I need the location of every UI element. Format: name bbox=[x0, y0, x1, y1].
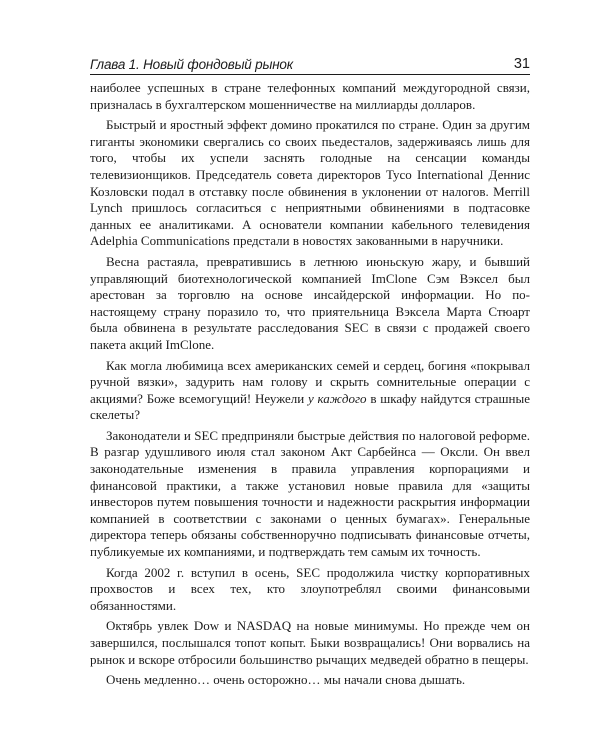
paragraph-5: Законодатели и SEC предприняли быстрые действия по налоговой реформе. В разгар удушливого июля стал законом Акт Сарбейнса — Оксли. Он ввел законодательные изменения в правила управления корпорациями и финансовой практики, а также установил новые правила для «защиты инвесторов путем повышения точности и надежности раскрытия информации компанией в соответствии с законами о ценных бумагах». Генеральные директора теперь обязаны собственноручно подписывать финансовые отчеты, публикуемые их компаниями, и подтверждать тем самым их точность. bbox=[90, 427, 530, 560]
paragraph-2: Быстрый и яростный эффект домино прокатился по стране. Один за другим гиганты экономики свергались со своих пьедесталов, задерживаясь лишь для того, чтобы их успели заснять голодные на сенсации команды телевизионщиков. Председатель совета директоров Tyco International Деннис Козловски подал в отставку после обвинения в уклонении от налогов. Merrill Lynch пришлось согласиться с неприятными обвинениями в подтасовке данных ее аналитиками. А основатели компании кабельного телевидения Adelphia Communications предстали в новостях закованными в наручники. bbox=[90, 117, 530, 249]
paragraph-1: наиболее успешных в стране телефонных компаний междугородной связи, призналась в бухгалтерском мошенничестве на миллиарды долларов. bbox=[90, 80, 530, 112]
paragraph-3: Весна растаяла, превратившись в летнюю июньскую жару, и бывший управляющий биотехнологической компанией ImClone Сэм Вэксел был арестован за торговлю на основе инсайдерской информации. Но по-настоящему страну поразило то, что приятельница Вэксела Марта Стюарт была обвинена в результате расследования SEC в связи с продажей своего пакета акций ImClone. bbox=[90, 253, 530, 352]
header-divider bbox=[90, 74, 530, 75]
paragraph-4-start: Как могла любимица всех американских семей и сердец, богиня «покрывал ручной вязки», задурить нам голову и скрыть сомнительные операции с акциями? Боже всемогущий! Неужели bbox=[90, 357, 530, 406]
paragraph-7: Октябрь увлек Dow и NASDAQ на новые минимумы. Но прежде чем он завершился, послышался топот копыт. Быки возвращались! Они ворвались на рынок и вскоре отбросили большинство рычащих медведей обратно в пещеры. bbox=[90, 618, 530, 667]
body-text bbox=[90, 80, 530, 693]
chapter-title: Глава 1. Новый фондовый рынок bbox=[90, 57, 293, 72]
page-number: 31 bbox=[513, 56, 530, 72]
emphasis-text: у каждого bbox=[308, 390, 367, 406]
page-header bbox=[90, 50, 530, 72]
paragraph-6: Когда 2002 г. вступил в осень, SEC продолжила чистку корпоративных прохвостов и всех тех, кто злоупотреблял своими финансовыми обязанностями. bbox=[90, 564, 530, 613]
paragraph-8: Очень медленно… очень осторожно… мы начали снова дышать. bbox=[106, 672, 466, 688]
paragraph-4 bbox=[90, 358, 530, 424]
paragraph-4-end: в шкафу найдутся страшные скелеты? bbox=[90, 390, 530, 423]
